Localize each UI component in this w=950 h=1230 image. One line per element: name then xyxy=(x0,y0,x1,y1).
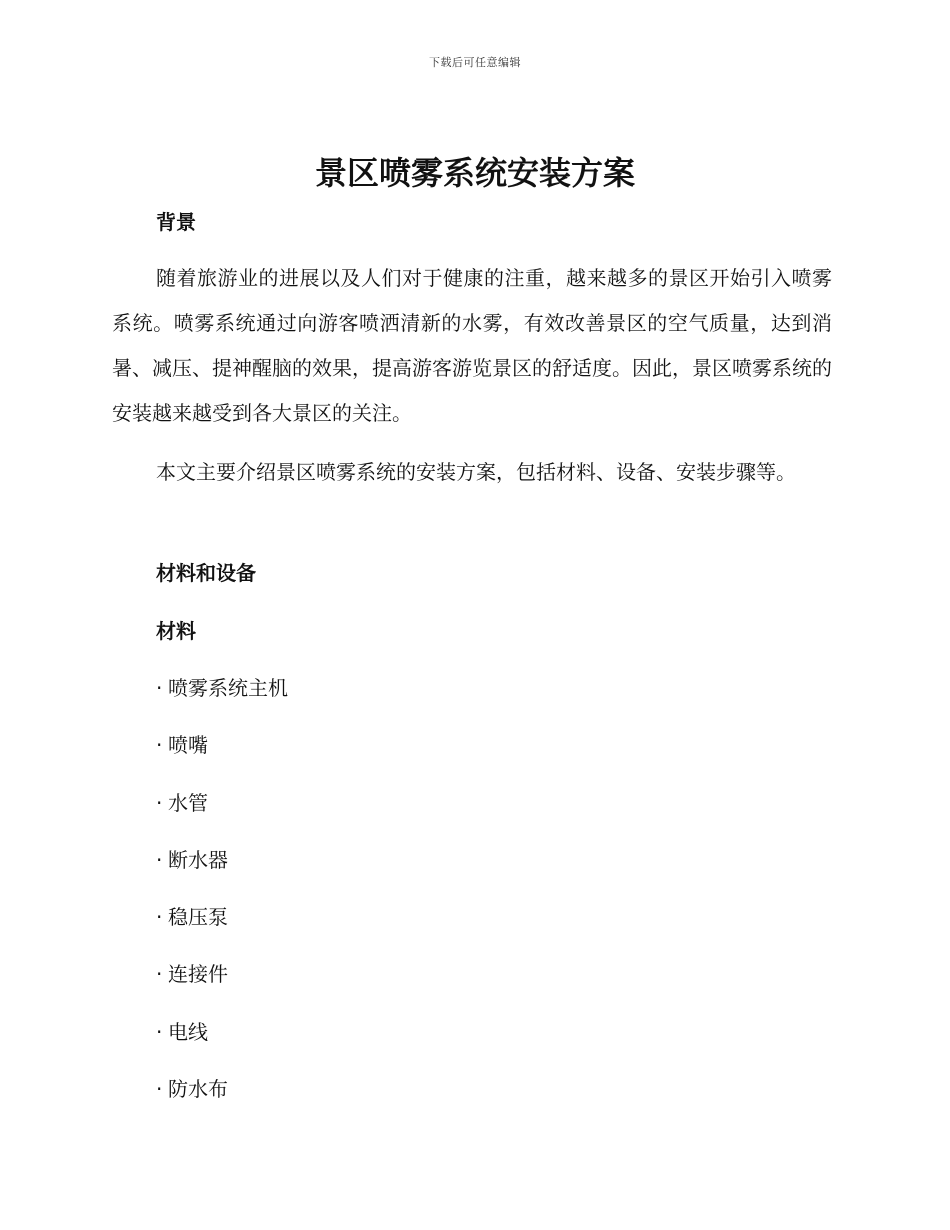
materials-list xyxy=(156,673,288,1131)
section-heading-background: 背景 xyxy=(156,210,196,234)
document-title: 景区喷雾系统安装方案 xyxy=(314,154,635,192)
background-paragraph-2: 本文主要介绍景区喷雾系统的安装方案，包括材料、设备、安装步骤等。 xyxy=(156,460,796,484)
material-label: 水管 xyxy=(168,790,208,815)
list-item xyxy=(156,959,288,1016)
list-item xyxy=(156,1017,288,1074)
bullet-icon: · xyxy=(156,847,163,872)
material-label: 防水布 xyxy=(168,1077,228,1102)
material-label: 连接件 xyxy=(168,962,228,987)
list-item xyxy=(156,730,288,787)
bullet-icon: · xyxy=(156,790,163,815)
list-item xyxy=(156,788,288,845)
list-item xyxy=(156,845,288,902)
bullet-icon: · xyxy=(156,962,163,987)
list-item xyxy=(156,902,288,959)
section-heading-materials-equipment: 材料和设备 xyxy=(156,561,256,585)
page-header-note: 下载后可任意编辑 xyxy=(429,56,521,69)
section-heading-materials: 材料 xyxy=(156,619,196,643)
list-item xyxy=(156,673,288,730)
material-label: 断水器 xyxy=(168,847,228,872)
material-label: 喷雾系统主机 xyxy=(168,676,288,700)
list-item xyxy=(156,1074,288,1131)
bullet-icon: · xyxy=(156,1019,163,1044)
material-label: 电线 xyxy=(168,1019,208,1044)
material-label: 稳压泵 xyxy=(168,905,228,930)
material-label: 喷嘴 xyxy=(168,733,208,758)
bullet-icon: · xyxy=(156,905,163,930)
bullet-icon: · xyxy=(156,733,163,758)
bullet-icon: · xyxy=(156,1077,163,1102)
bullet-icon: · xyxy=(156,676,163,700)
background-paragraph-1: 随着旅游业的进展以及人们对于健康的注重，越来越多的景区开始引入喷雾系统。喷雾系统通过向游客喷洒清新的水雾，有效改善景区的空气质量，达到消暑、减压、提神醒脑的效果，提高游客游览景区的舒适度。因此，景区喷雾系统的安装越来越受到各大景区的关注。 xyxy=(112,266,832,425)
